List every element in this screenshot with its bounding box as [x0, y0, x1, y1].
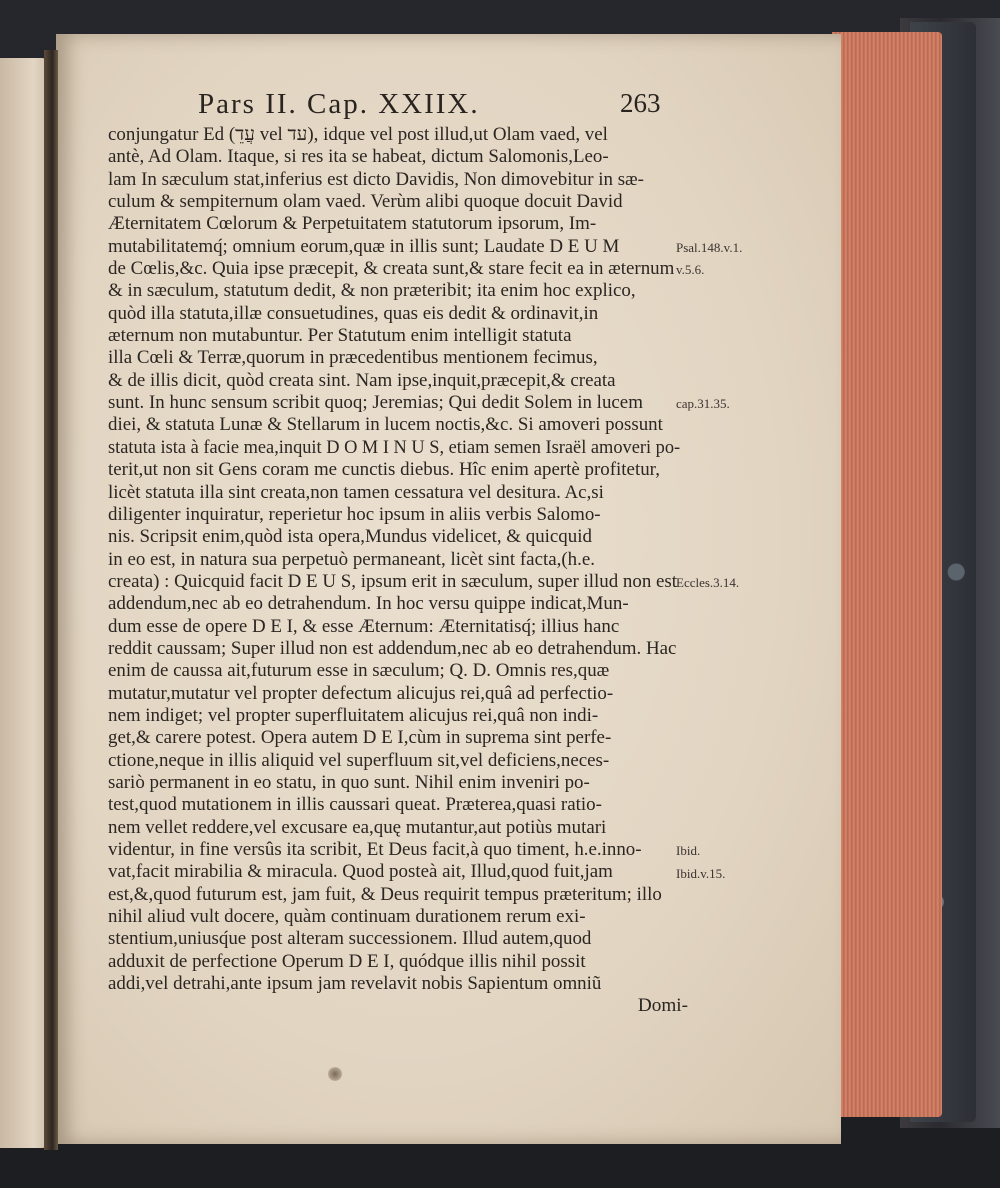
margin-note: cap.31.35. [676, 396, 730, 412]
margin-note: v.5.6. [676, 262, 705, 278]
text-line: & in sæculum, statutum dedit, & non præteribit; ita enim hoc explico, [108, 280, 636, 302]
margin-note: Eccles.3.14. [676, 575, 740, 590]
text-line: de Cœlis,&c. Quia ipse præcepit, & creata sunt,& stare fecit ea in æternum [108, 258, 675, 280]
text-line: creata) : Quicquid facit D E U S, ipsum erit in sæculum, super illud non est [108, 570, 678, 592]
text-line: get,& carere potest. Opera autem D E I,cùm in suprema sint perfe- [108, 727, 612, 749]
text-line: nis. Scripsit enim,quòd ista opera,Mundus videlicet, & quicquid [108, 526, 592, 548]
text-line: conjungatur Ed (עֲדֵ vel עד), idque vel post illud,ut Olam vaed, vel [108, 124, 608, 145]
text-line: sunt. In hunc sensum scribit quoq; Jeremias; Qui dedit Solem in lucem [108, 392, 643, 414]
text-line: illa Cœli & Terræ,quorum in præcedentibus mentionem fecimus, [108, 347, 598, 369]
text-line: stentium,uniusq́ue post alteram successionem. Illud autem,quod [108, 928, 592, 950]
text-line: Æternitatem Cœlorum & Perpetuitatem statutorum ipsorum, Im- [108, 213, 597, 235]
ink-smudge [327, 1067, 343, 1081]
text-line: addendum,nec ab eo detrahendum. In hoc versu quippe indicat,Mun- [108, 593, 629, 615]
text-line: diei, & statuta Lunæ & Stellarum in lucem noctis,&c. Si amoveri possunt [108, 414, 663, 436]
text-line: reddit caussam; Super illud non est addendum,nec ab eo detrahendum. Hac [108, 637, 677, 659]
text-line: sariò permanent in eo statu, in quo sunt. Nihil enim inveniri po- [108, 771, 590, 793]
text-line: enim de caussa ait,futurum esse in sæculum; Q. D. Omnis res,quæ [108, 660, 610, 682]
text-line: test,quod mutationem in illis caussari queat. Præterea,quasi ratio- [108, 794, 602, 816]
text-line: nem indiget; vel propter superfluitatem alicujus rei,quâ non indi- [108, 704, 599, 726]
text-line: & de illis dicit, quòd creata sint. Nam ipse,inquit,præcepit,& creata [108, 369, 616, 391]
text-line: dum esse de opere D E I, & esse Æternum: Æternitatisq́; illius hanc [108, 615, 620, 637]
text-line: addi,vel detrahi,ante ipsum jam revelavit nobis Sapientum omniũ [108, 973, 602, 995]
text-line: æternum non mutabuntur. Per Statutum enim intelligit statuta [108, 325, 572, 347]
text-line: quòd illa statuta,illæ consuetudines, quas eis dedit & ordinavit,in [108, 302, 599, 324]
text-line: ctione,neque in illis aliquid vel superfluum sit,vel deficiens,neces- [108, 749, 610, 771]
text-line: diligenter inquiratur, reperietur hoc ipsum in aliis verbis Salomo- [108, 503, 601, 525]
text-line: lam In sæculum stat,inferius est dicto Davidis, Non dimovebitur in sæ- [108, 168, 644, 190]
page-number: 263 [620, 88, 661, 118]
text-line: nihil aliud vult docere, quàm continuam durationem rerum exi- [108, 906, 586, 928]
facing-page-edge [0, 58, 48, 1148]
text-line: est,&,quod futurum est, jam fuit, & Deus requirit tempus præteritum; illo [108, 883, 662, 905]
running-title: Pars II. Cap. XXIIX. [198, 88, 480, 120]
text-line: licèt statuta illa sint creata,non tamen cessatura vel desitura. Ac,si [108, 481, 604, 503]
text-line: mutatur,mutatur vel propter defectum alicujus rei,quâ ad perfectio- [108, 682, 614, 704]
text-line: nem vellet reddere,vel excusare ea,quę mutantur,aut potiùs mutari [108, 816, 607, 838]
margin-note: Ibid.v.15. [676, 865, 726, 881]
margin-note: Ibid. [676, 843, 701, 859]
text-line: vat,facit mirabilia & miracula. Quod posteà ait, Illud,quod fuit,jam [108, 861, 613, 883]
text-line: mutabilitatemq́; omnium eorum,quæ in illis sunt; Laudate D E U M [108, 235, 620, 257]
text-line: terit,ut non sit Gens coram me cunctis diebus. Hîc enim apertè profitetur, [108, 459, 660, 481]
text-line: antè, Ad Olam. Itaque, si res ita se habeat, dictum Salomonis,Leo- [108, 146, 609, 168]
text-line: videntur, in fine versûs ita scribit, Et Deus facit,à quo timent, h.e.inno- [108, 839, 642, 860]
margin-note: Psal.148.v.1. [676, 239, 743, 255]
body-text [108, 124, 688, 1018]
text-line: in eo est, in natura sua perpetuò permaneant, licèt sint facta,(h.e. [108, 548, 595, 570]
red-page-edges [832, 32, 942, 1117]
text-line: statuta ista à facie mea,inquit D O M I N U S, etiam semen Israël amoveri po- [108, 436, 681, 458]
catchword: Domi- [637, 995, 688, 1017]
text-line: adduxit de perfectione Operum D E I, quódque illis nihil possit [108, 950, 586, 972]
page-gutter [44, 50, 58, 1150]
text-line: culum & sempiternum olam vaed. Verùm alibi quoque docuit David [108, 191, 623, 213]
